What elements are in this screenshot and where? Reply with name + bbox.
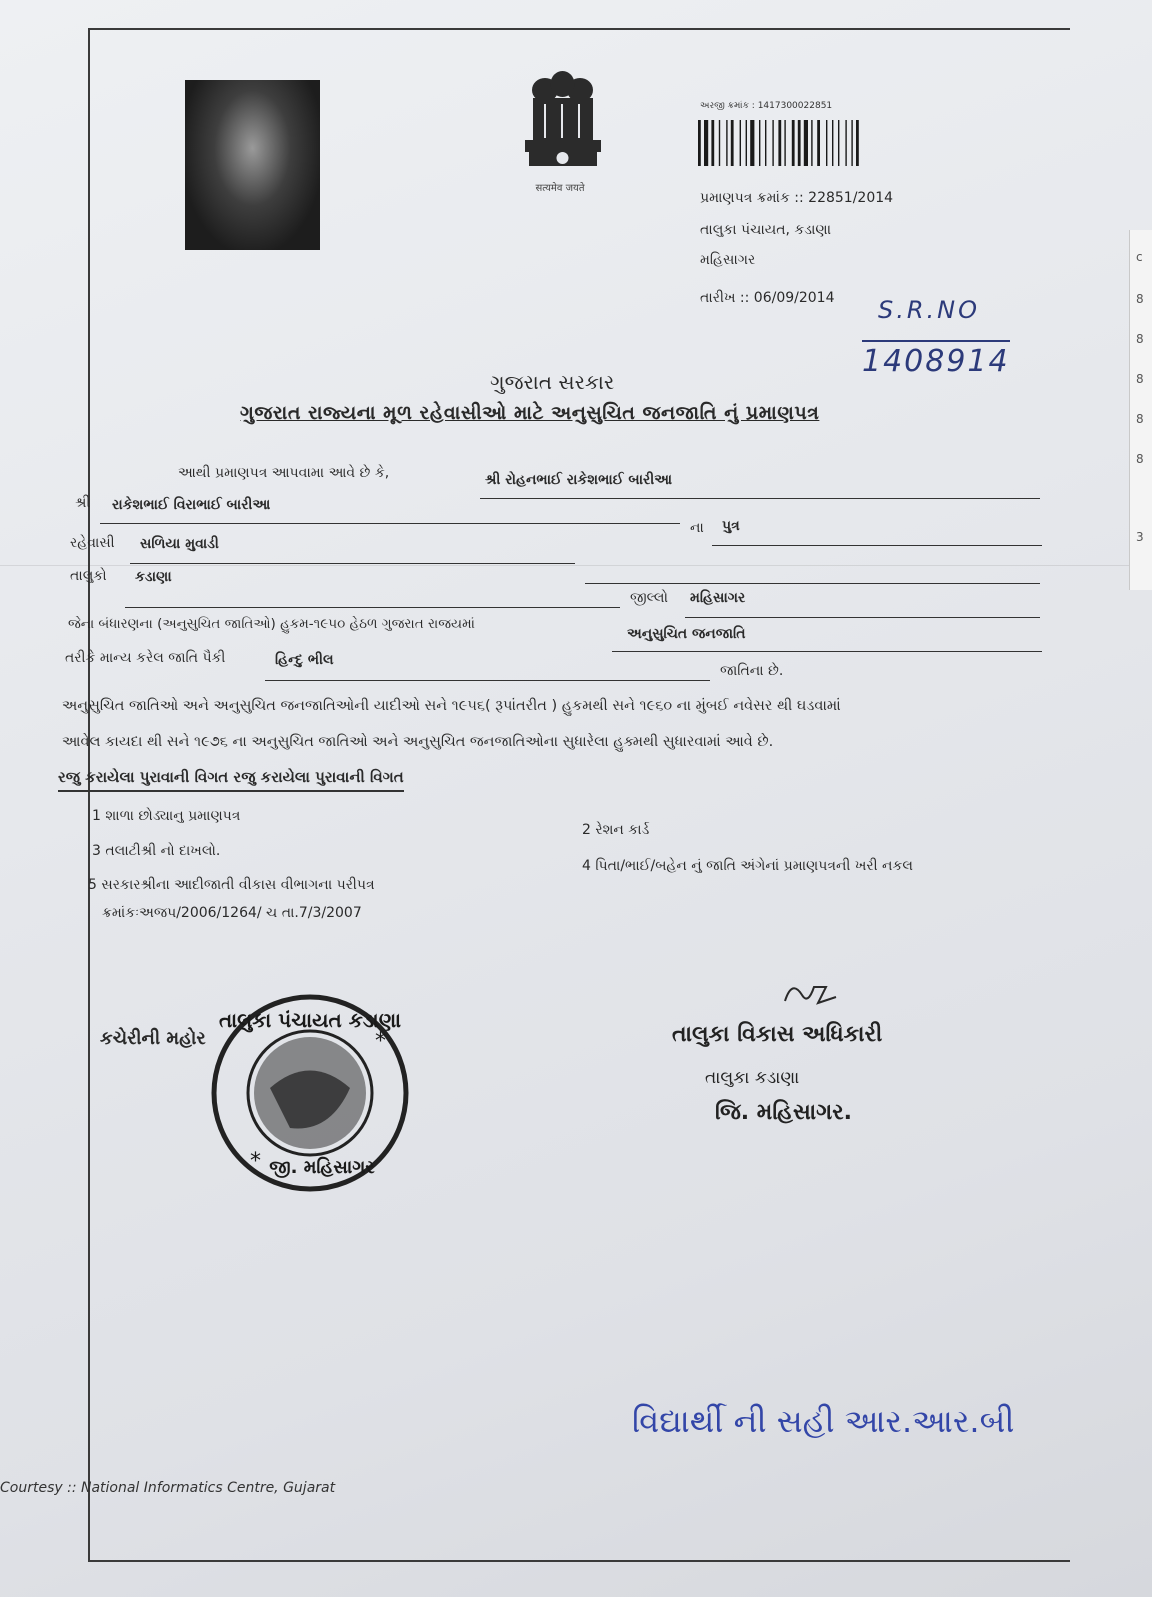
application-number: અરજી ક્રમાંક : 1417300022851	[700, 101, 833, 111]
issuing-office: તાલુકા પંચાયત, કડાણા	[700, 222, 832, 238]
legal-paragraph-line2: આવેલ કાયદા થી સને ૧૯૭૬ ના અનુસુચિત જાતિઓ અને અનુસુચિત જનજાતિઓના સુધારેલા હુક્મથી સુધારવામાં આવે છે.	[62, 734, 774, 750]
category-underline	[612, 651, 1042, 652]
official-seal-icon	[210, 993, 410, 1193]
caste-suffix: જાતિના છે.	[720, 663, 784, 679]
resident-label: રહેવાસી	[70, 535, 115, 551]
taluka-value: કડાણા	[135, 569, 172, 585]
village-value: સળિયા મુવાડી	[140, 536, 219, 552]
caste-underline	[265, 680, 710, 681]
evidence-item-1: 1 શાળા છોડ્યાનુ પ્રમાણપત્ર	[92, 808, 241, 824]
village-underline	[130, 563, 575, 564]
state-emblem-icon	[515, 68, 610, 173]
header-district: મહિસાગર	[700, 252, 756, 268]
district-underline	[685, 617, 1040, 618]
emblem-motto: सत्यमेव जयते	[535, 183, 585, 194]
relation-underline	[712, 545, 1042, 546]
taluka-underline	[125, 607, 620, 608]
applicant-name: શ્રી રોહનભાઈ રાકેશભાઈ બારીઆ	[485, 472, 673, 488]
handwritten-student-signature-note: વિદ્યાર્થી ની સહી આર.આર.બી	[632, 1402, 1015, 1440]
caste-value: હિન્દુ ભીલ	[275, 652, 334, 668]
village-underline-2	[585, 583, 1040, 584]
page-border	[88, 28, 1070, 1562]
taluka-label: તાલુકો	[70, 568, 107, 584]
evidence-item-3: 3 તલાટીશ્રી નો દાખલો.	[92, 843, 221, 859]
officer-signature-icon	[780, 975, 850, 1009]
district-label: જીલ્લો	[630, 590, 668, 606]
certificate-number: પ્રમાણપત્ર ક્રમાંક :: 22851/2014	[700, 190, 894, 206]
order-text: જેના બંધારણના (અનુસુચિત જાતિઓ) હુકમ-૧૯૫૦ હેઠળ ગુજરાત રાજયમાં	[68, 616, 475, 632]
shri-label: શ્રી	[75, 495, 91, 511]
adjacent-page-edge: c 8 8 8 8 8 3	[1129, 230, 1152, 590]
na-label: ના	[690, 520, 704, 536]
seal-bottom-text: જી. મહિસાગર	[269, 1157, 375, 1178]
applicant-photo	[185, 80, 320, 250]
intro-label: આથી પ્રમાણપત્ર આપવામા આવે છે કે,	[178, 465, 390, 481]
svg-text:*: *	[250, 1149, 261, 1174]
caste-label: તરીકે માન્ય કરેલ જાતિ પૈકી	[65, 650, 226, 666]
footer-courtesy: Courtesy :: National Informatics Centre, Gujarat	[0, 1480, 336, 1496]
legal-paragraph-line1: અનુસુચિત જાતિઓ અને અનુસુચિત જનજાતિઓની યાદીઓ સને ૧૯૫૬( રૂપાંતરીત ) હુકમથી સને ૧૯૬૦ ના મુંબઈ નવેસર થી ઘડવામાં	[62, 698, 841, 714]
handwritten-sr-number: 1408914	[862, 340, 1010, 379]
evidence-heading: રજુ કરાયેલા પુરાવાની વિગત રજુ કરાયેલા પુરાવાની વિગત	[58, 768, 404, 792]
certificate-title: ગુજરાત રાજ્યના મૂળ રહેવાસીઓ માટે અનુસુચિત જનજાતિ નું પ્રમાણપત્ર	[240, 402, 820, 424]
svg-text:*: *	[375, 1029, 386, 1054]
office-seal-label: કચેરીની મહોર	[100, 1028, 206, 1049]
government-title: ગુજરાત સરકાર	[490, 370, 615, 394]
officer-district: જિ. મહિસાગર.	[715, 1100, 852, 1125]
evidence-item-2: 2 રેશન કાર્ડ	[582, 822, 650, 838]
father-name: રાકેશભાઈ વિરાભાઈ બારીઆ	[112, 497, 271, 513]
handwritten-sr-label: S.R.NO	[878, 296, 981, 324]
evidence-item-5-ref: ક્રમાંકઃઅજપ/2006/1264/ ચ તા.7/3/2007	[102, 905, 362, 921]
category-value: અનુસુચિત જનજાતિ	[627, 626, 746, 642]
father-underline	[100, 523, 680, 524]
seal-ring-text: તાલુકા પંચાયત કડાણા	[218, 1008, 402, 1032]
barcode-icon	[698, 120, 910, 166]
evidence-item-5: 5 સરકારશ્રીના આદીજાતી વીકાસ વીભાગના પરીપત્ર	[88, 877, 375, 893]
name-underline	[480, 498, 1040, 499]
officer-title: તાલુકા વિકાસ અધિકારી	[672, 1022, 883, 1047]
issue-date: તારીખ :: 06/09/2014	[700, 290, 835, 306]
district-value: મહિસાગર	[690, 590, 746, 606]
relation-value: પુત્ર	[722, 518, 740, 534]
officer-taluka: તાલુકા કડાણા	[705, 1068, 800, 1088]
evidence-item-4: 4 પિતા/ભાઈ/બહેન નું જાતિ અંગેનાં પ્રમાણપત્રની ખરી નકલ	[582, 858, 913, 874]
